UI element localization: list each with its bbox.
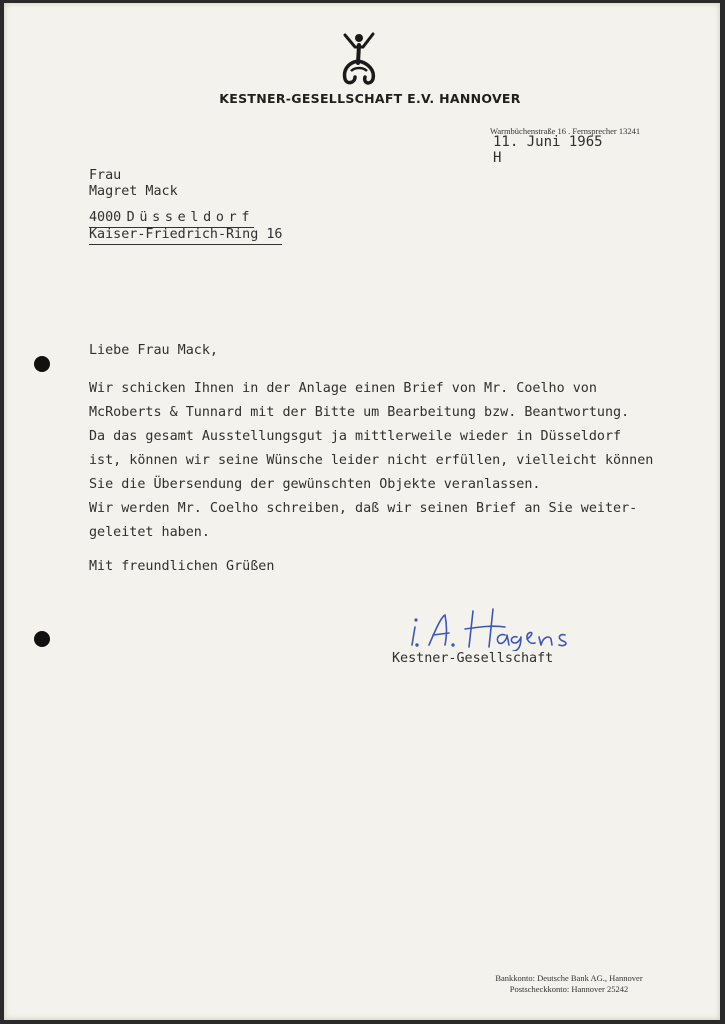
bank-account-line: Bankkonto: Deutsche Bank AG., Hannover xyxy=(495,973,643,983)
body-line: Wir schicken Ihnen in der Anlage einen Brief von Mr. Coelho von xyxy=(89,381,597,396)
sender-organization: Kestner-Gesellschaft xyxy=(392,651,554,666)
recipient-salutation: Frau xyxy=(89,168,122,183)
body-line: geleitet haben. xyxy=(89,525,210,540)
recipient-name: Magret Mack xyxy=(89,184,178,199)
punch-hole xyxy=(34,631,50,647)
letter-closing: Mit freundlichen Grüßen xyxy=(89,559,275,574)
recipient-street: Kaiser-Friedrich-Ring 16 xyxy=(89,226,282,245)
recipient-postal-code: 4000 xyxy=(89,210,122,225)
letter-body xyxy=(89,377,653,545)
body-line: ist, können wir seine Wünsche leider nicht erfüllen, vielleicht können xyxy=(89,453,654,468)
letter-greeting: Liebe Frau Mack, xyxy=(89,343,218,358)
letterhead-address: Warmbüchenstraße 16 . Fernsprecher 13241 xyxy=(490,126,641,136)
bank-details xyxy=(474,973,664,995)
body-line: Sie die Übersendung der gewünschten Objekte veranlassen. xyxy=(89,477,541,492)
dancing-figure-icon xyxy=(335,31,381,87)
recipient-city: Düsseldorf xyxy=(126,210,255,225)
body-line: Da das gesamt Ausstellungsgut ja mittlerweile wieder in Düsseldorf xyxy=(89,429,622,444)
letter-date: 11. Juni 1965 xyxy=(493,134,603,150)
handwritten-signature xyxy=(409,605,629,651)
letter-page xyxy=(4,3,720,1020)
body-line: Wir werden Mr. Coelho schreiben, daß wir seinen Brief an Sie weiter- xyxy=(89,501,638,516)
postcheck-account-line: Postscheckkonto: Hannover 25242 xyxy=(509,984,629,994)
punch-hole xyxy=(34,356,50,372)
body-line: McRoberts & Tunnard mit der Bitte um Bearbeitung bzw. Beantwortung. xyxy=(89,405,630,420)
letterhead-title: KESTNER-GESELLSCHAFT E.V. HANNOVER xyxy=(219,91,521,106)
reference-initial: H xyxy=(493,150,502,166)
